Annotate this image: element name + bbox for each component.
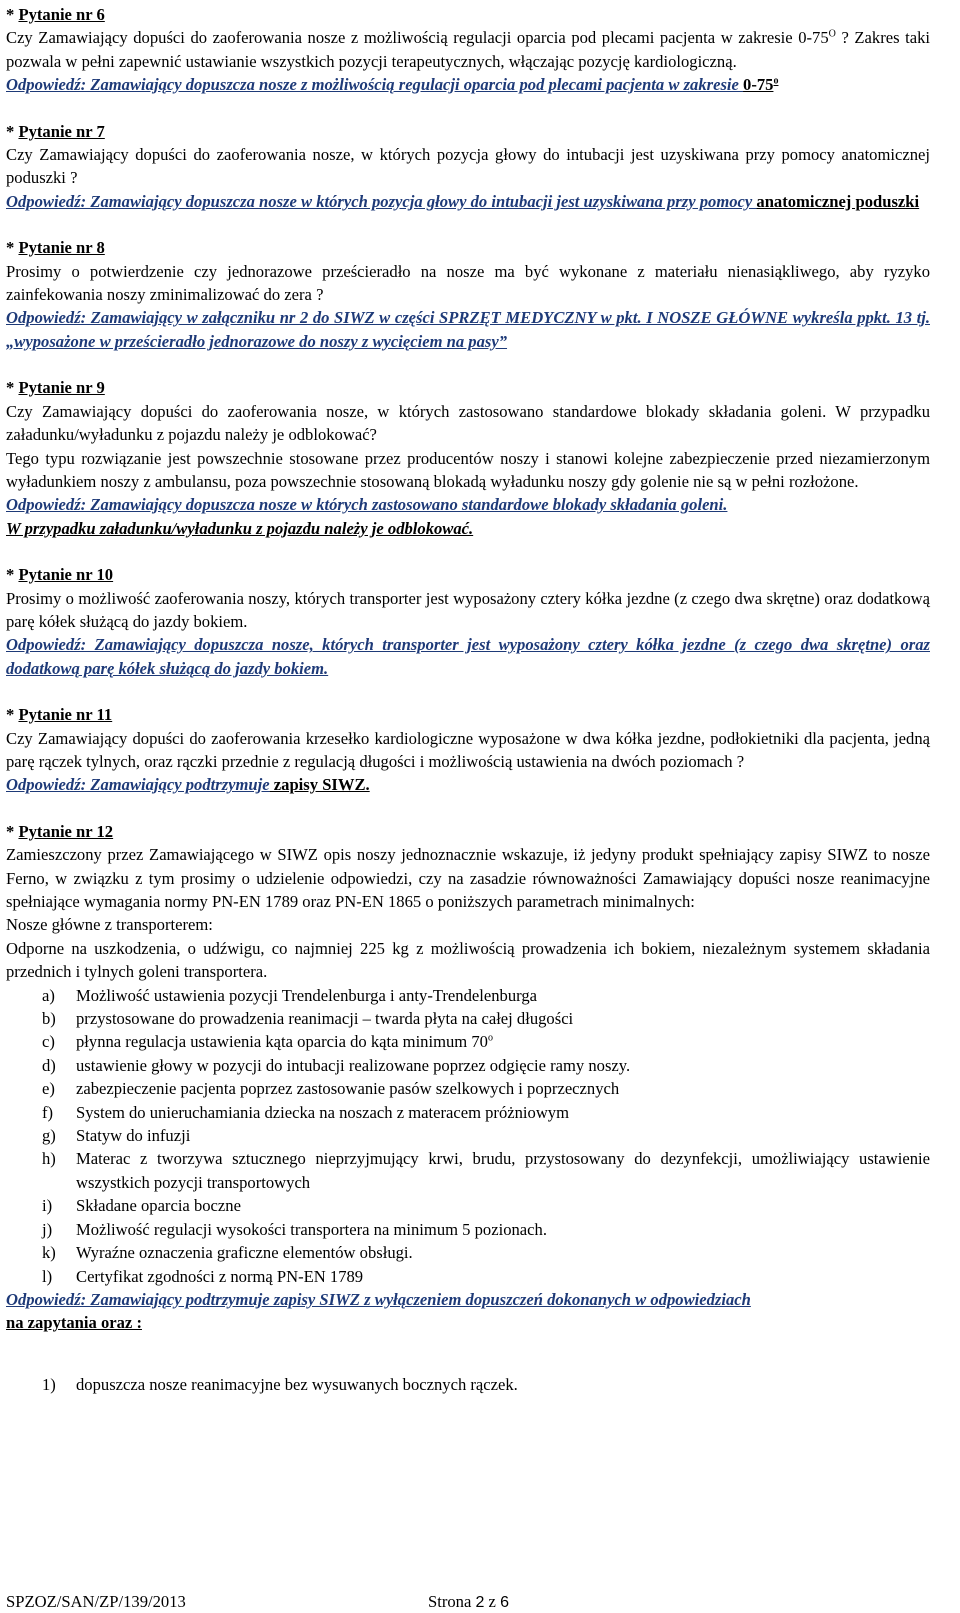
- list-item-label: d): [42, 1055, 56, 1075]
- question-12: [6, 820, 930, 1396]
- answer-text: Odpowiedź: Zamawiający podtrzymuje zapisy SIWZ.: [6, 775, 370, 795]
- list-item-label: b): [42, 1009, 56, 1029]
- list-item: [6, 1241, 930, 1264]
- question-text-continued: Odporne na uszkodzenia, o udźwigu, co najmniej 225 kg z możliwością prowadzenia ich bokiem, niezależnym systemem składania przednich i tylnych goleni transportera.: [6, 938, 930, 982]
- question-9: [6, 376, 930, 540]
- list-item-text: Certyfikat zgodności z normą PN-EN 1789: [76, 1266, 364, 1286]
- list-item-label: l): [42, 1266, 53, 1286]
- list-item: [6, 1101, 930, 1124]
- question-text-continued: Tego typu rozwiązanie jest powszechnie stosowane przez producentów noszy i stanowi kolejne zabezpieczenie przed niezamierzonym wyładunkiem noszy z ambulansu, poza powszechnie stosowaną blokadą wyładunku noszy gdy golenie nie są w pełni rozłożone.: [6, 448, 930, 491]
- list-item-text: Materac z tworzywa sztucznego nieprzyjmujący krwi, brudu, przystosowany do dezynfekcji, umożliwiający ustawienie wszystkich pozycji transportowych: [76, 1149, 930, 1192]
- list-item-text: przystosowane do prowadzenia reanimacji – twarda płyta na całej długości: [76, 1009, 574, 1029]
- question-title: Pytanie nr 8: [18, 238, 105, 258]
- list-item-text: Możliwość regulacji wysokości transportera na minimum 5 pozionach.: [76, 1219, 547, 1239]
- asterisk: *: [6, 378, 19, 398]
- list-item: [6, 1124, 930, 1147]
- list-item-text: zabezpieczenie pacjenta poprzez zastosowanie pasów szelkowych i poprzecznych: [76, 1079, 620, 1099]
- list-item-label: e): [42, 1079, 55, 1099]
- list-item-text: Wyraźne oznaczenia graficzne elementów obsługi.: [76, 1243, 413, 1263]
- question-6: [6, 3, 930, 97]
- question-title: Pytanie nr 6: [18, 5, 105, 24]
- document-page: [6, 0, 930, 1396]
- question-title: Pytanie nr 12: [18, 821, 114, 841]
- question-8: [6, 236, 930, 353]
- question-text: Czy Zamawiający dopuści do zaoferowania nosze, w których pozycja głowy do intubacji jest uzyskiwana przy pomocy anatomicznej poduszki ?: [6, 145, 930, 188]
- list-item-text: Statyw do infuzji: [76, 1126, 191, 1146]
- document-reference: SPZOZ/SAN/ZP/139/2013: [6, 1592, 186, 1611]
- list-item-text: Możliwość ustawienia pozycji Trendelenburga i anty-Trendelenburga: [76, 985, 538, 1005]
- list-item-label: g): [42, 1126, 56, 1146]
- question-title: Pytanie nr 9: [18, 378, 105, 398]
- question-text: Prosimy o potwierdzenie czy jednorazowe prześcieradło na nosze ma być wykonane z materiału nienasiąkliwego, aby ryzyko zainfekowania noszy zminimalizować do zera ?: [6, 261, 930, 305]
- list-item: [6, 984, 930, 1007]
- asterisk: *: [6, 705, 19, 725]
- list-item-label: a): [42, 985, 55, 1005]
- answer-text: Odpowiedź: Zamawiający podtrzymuje zapisy SIWZ z wyłączeniem dopuszczeń dokonanych w odpowiedziach: [6, 1289, 751, 1309]
- list-item: [6, 1265, 930, 1288]
- degree-superscript: o: [487, 1032, 493, 1044]
- answer-text-continued: W przypadku załadunku/wyładunku z pojazdu należy je odblokować.: [6, 518, 474, 538]
- list-item: [6, 1194, 930, 1217]
- list-item-label: i): [42, 1196, 53, 1216]
- question-text: Czy Zamawiający dopuści do zaoferowania nosze z możliwością regulacji oparcia pod plecami pacjenta w zakresie $0-75^O$ ? Zakres taki pozwala w pełni zapewnić ustawianie wszystkich pozycji terapeutycznych, włączając pozycję kardiologiczną.: [6, 28, 930, 71]
- list-item: [6, 1077, 930, 1100]
- list-item-label: c): [42, 1032, 55, 1052]
- question-11: [6, 703, 930, 797]
- asterisk: *: [6, 238, 19, 258]
- list-item-label: k): [42, 1243, 56, 1263]
- asterisk: *: [6, 5, 19, 24]
- subheading: Nosze główne z transporterem:: [6, 915, 213, 935]
- page-number: Strona 2 z 6: [428, 1592, 509, 1611]
- list-item-text: Składane oparcia bocznе: [76, 1196, 241, 1216]
- question-text: Czy Zamawiający dopuści do zaoferowania krzesełko kardiologiczne wyposażone w dwa kółka jezdne, podłokietniki dla pacjenta, jedną parę rączek tylnych, oraz rączki przednie z regulacją długości i możliwością ustawienia na dwóch poziomach ?: [6, 728, 930, 771]
- question-text: Zamieszczony przez Zamawiającego w SIWZ opis noszy jednoznacznie wskazuje, iż jedyny produkt spełniający zapisy SIWZ to nosze Ferno, w związku z tym prosimy o udzielenie odpowiedzi, czy na zasadzie równoważności Zamawiający dopuści nosze reanimacyjne spełniające wymagania normy PN-EN 1789 oraz PN-EN 1865 o poniższych parametrach minimalnych:: [6, 845, 930, 911]
- list-item-text: System do unieruchamiania dziecka na noszach z materacem próżniowym: [76, 1102, 570, 1122]
- answer-text: Odpowiedź: Zamawiający dopuszcza nosze z możliwością regulacji oparcia pod plecami pacjenta w zakresie 0-75$^o$: [6, 75, 779, 95]
- answer-text: Odpowiedź: Zamawiający w załączniku nr 2 do SIWZ w części SPRZĘT MEDYCZNY w pkt. I NOSZE GŁÓWNE wykreśla ppkt. 13 tj. „wyposażone w prześcieradło jednorazowe do noszy z wycięciem na pasy”: [6, 308, 930, 351]
- asterisk: *: [6, 821, 19, 841]
- list-item-label: h): [42, 1149, 56, 1169]
- list-item: [6, 1007, 930, 1030]
- list-item-label: f): [42, 1102, 54, 1122]
- asterisk: *: [6, 565, 19, 585]
- question-7: [6, 120, 930, 214]
- list-item-text: ustawienie głowy w pozycji do intubacji realizowane poprzez odgięcie ramy noszy.: [76, 1055, 631, 1075]
- question-10: [6, 563, 930, 680]
- question-text: Czy Zamawiający dopuści do zaoferowania nosze, w których zastosowano standardowe blokady składania goleni. W przypadku załadunku/wyładunku z pojazdu należy je odblokować?: [6, 401, 930, 445]
- list-item-label: j): [42, 1219, 53, 1239]
- question-title: Pytanie nr 11: [18, 705, 113, 725]
- asterisk: *: [6, 121, 19, 141]
- answer-text: Odpowiedź: Zamawiający dopuszcza nosze w których pozycja głowy do intubacji jest uzyskiwana przy pomocy anatomicznej poduszki: [6, 191, 920, 211]
- answer-text-continued: na zapytania oraz :: [6, 1313, 142, 1333]
- list-item-text: płynna regulacja ustawienia kąta oparcia do kąta minimum 70: [76, 1032, 488, 1052]
- list-item: [6, 1218, 930, 1241]
- list-item: [6, 1147, 930, 1194]
- question-title: Pytanie nr 7: [18, 121, 105, 141]
- numbered-item: 1) dopuszcza nosze reanimacyjne bez wysuwanych bocznych rączek.: [42, 1374, 518, 1394]
- answer-text: Odpowiedź: Zamawiający dopuszcza nosze, których transporter jest wyposażony cztery kółka jezdne (z czego dwa skrętne) oraz dodatkową parę kółek służącą do jazdy bokiem.: [6, 635, 930, 678]
- question-text: Prosimy o możliwość zaoferowania noszy, których transporter jest wyposażony cztery kółka jezdne (z czego dwa skrętne) oraz dodatkową parę kółek służącą do jazdy bokiem.: [6, 588, 930, 631]
- list-item: [6, 1054, 930, 1077]
- question-title: Pytanie nr 10: [18, 565, 114, 585]
- answer-text: Odpowiedź: Zamawiający dopuszcza nosze w których zastosowano standardowe blokady składania goleni.: [6, 495, 728, 515]
- requirements-list: [6, 984, 930, 1288]
- list-item: [6, 1030, 930, 1053]
